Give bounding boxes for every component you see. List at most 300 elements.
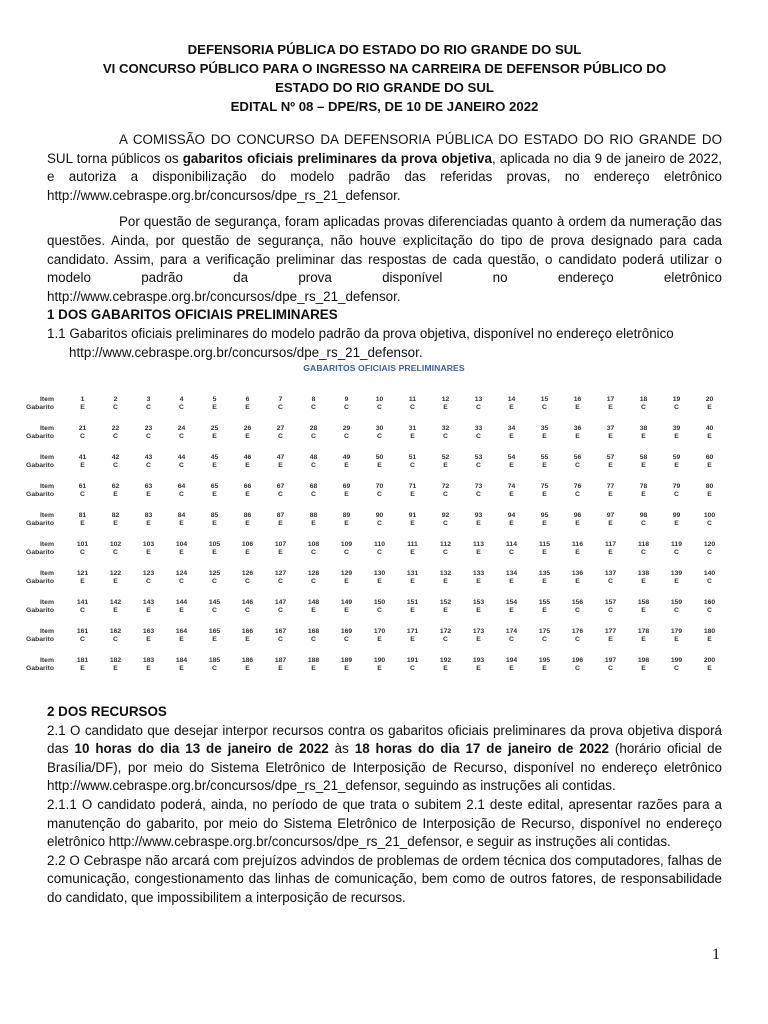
item-number: 2 <box>113 396 118 403</box>
gabarito-label: Gabarito <box>26 665 54 673</box>
intro-text: A COMISSÃO DO CONCURSO DA DEFENSORIA PÚBLICA DO ESTADO DO RIO GRANDE DO SUL torna públicos os <box>47 132 722 166</box>
item-number: 68 <box>309 483 318 490</box>
item-1-1 <box>47 325 722 362</box>
answer-value: E <box>377 636 382 644</box>
answer-value: E <box>113 607 118 615</box>
answer-value: C <box>311 549 316 557</box>
answer-value: E <box>542 665 547 673</box>
item-number: 171 <box>406 628 419 635</box>
answer-value: C <box>707 607 712 615</box>
item-number: 15 <box>540 396 549 403</box>
item-2-2: 2.2 O Cebraspe não arcará com prejuízos advindos de problemas de ordem técnica dos computadores, falhas de comunicação, congestionamento das linhas de comunicação, bem como de outros fatores, de responsabilidade do candidato, que impossibilitem a interposição de recursos. <box>47 852 722 905</box>
answer-value: C <box>344 549 349 557</box>
answer-value: E <box>80 665 85 673</box>
item-number: 178 <box>637 628 650 635</box>
answer-value: E <box>575 433 580 441</box>
answer-value: C <box>146 404 151 412</box>
answer-value: E <box>245 491 250 499</box>
answer-value: E <box>641 636 646 644</box>
item-number: 192 <box>439 657 452 664</box>
answer-value: E <box>443 462 448 470</box>
answer-value: E <box>641 578 646 586</box>
item-number: 52 <box>441 454 450 461</box>
answer-value: E <box>509 607 514 615</box>
answer-value: E <box>344 665 349 673</box>
item-number: 38 <box>639 425 648 432</box>
item-number: 179 <box>670 628 683 635</box>
item-number: 139 <box>670 570 683 577</box>
answer-value: C <box>542 404 547 412</box>
answer-value: C <box>212 578 217 586</box>
answer-value: C <box>179 404 184 412</box>
item-number: 101 <box>76 541 89 548</box>
item-number: 115 <box>539 541 550 548</box>
item-number: 124 <box>175 570 188 577</box>
answer-value: E <box>641 462 646 470</box>
item-number: 51 <box>408 454 417 461</box>
answer-value: C <box>608 578 613 586</box>
item-number: 11 <box>408 396 417 403</box>
item-number: 162 <box>109 628 122 635</box>
answer-value: C <box>575 491 580 499</box>
answer-value: E <box>344 520 349 528</box>
item-number: 143 <box>142 599 155 606</box>
item-number: 174 <box>505 628 518 635</box>
answer-value: E <box>278 549 283 557</box>
item-number: 194 <box>505 657 518 664</box>
answer-value: E <box>212 549 217 557</box>
item-number: 168 <box>307 628 320 635</box>
answer-value: C <box>146 433 151 441</box>
item-number: 72 <box>441 483 450 490</box>
answer-value: C <box>707 578 712 586</box>
item-number: 39 <box>672 425 681 432</box>
item-number: 49 <box>342 454 351 461</box>
answer-value: C <box>113 636 118 644</box>
item-number: 81 <box>78 512 87 519</box>
item-number: 120 <box>703 541 716 548</box>
item-number: 107 <box>274 541 287 548</box>
item-number: 70 <box>375 483 384 490</box>
answer-value: E <box>245 433 250 441</box>
item-number: 118 <box>638 541 649 548</box>
item-number: 54 <box>507 454 516 461</box>
item-number: 74 <box>507 483 516 490</box>
item-number: 159 <box>670 599 683 606</box>
item-number: 77 <box>606 483 615 490</box>
item-number: 158 <box>637 599 650 606</box>
item-number: 134 <box>505 570 518 577</box>
section-2 <box>47 703 722 908</box>
answer-value: C <box>179 491 184 499</box>
item-number: 136 <box>571 570 584 577</box>
item-number: 57 <box>606 454 615 461</box>
answer-value: C <box>575 636 580 644</box>
item-number: 154 <box>505 599 518 606</box>
answer-value: E <box>476 636 481 644</box>
item-number: 23 <box>144 425 153 432</box>
answer-value: C <box>707 549 712 557</box>
item-number: 16 <box>573 396 582 403</box>
item-number: 7 <box>278 396 283 403</box>
gabarito-label: Gabarito <box>26 491 54 499</box>
answer-value: E <box>707 433 712 441</box>
item-number: 76 <box>573 483 582 490</box>
item-number: 122 <box>109 570 122 577</box>
gabarito-table <box>14 396 726 686</box>
item-1-1-url-link[interactable]: http://www.cebraspe.org.br/concursos/dpe_rs_21_defensor. <box>69 344 423 360</box>
item-1-1-text: 1.1 Gabaritos oficiais preliminares do modelo padrão da prova objetiva, disponível no endereço eletrônico <box>47 325 674 341</box>
answer-value: E <box>113 520 118 528</box>
item-number: 85 <box>210 512 219 519</box>
item-number: 9 <box>344 396 349 403</box>
answer-value: E <box>476 578 481 586</box>
answer-value: E <box>245 636 250 644</box>
item-label: Item <box>40 657 54 664</box>
answer-value: E <box>146 665 151 673</box>
answer-value: C <box>146 462 151 470</box>
item-number: 41 <box>78 454 87 461</box>
item-number: 55 <box>540 454 549 461</box>
item-number: 150 <box>373 599 386 606</box>
answer-value: C <box>245 607 250 615</box>
header-line-1: DEFENSORIA PÚBLICA DO ESTADO DO RIO GRANDE DO SUL <box>187 42 582 57</box>
item-number: 44 <box>177 454 186 461</box>
item-number: 4 <box>179 396 184 403</box>
item-number: 177 <box>604 628 617 635</box>
answer-value: C <box>674 665 679 673</box>
item-number: 113 <box>473 541 484 548</box>
item-number: 36 <box>573 425 582 432</box>
item-number: 105 <box>208 541 221 548</box>
item-label: Item <box>40 541 54 548</box>
answer-value: C <box>146 578 151 586</box>
item-number: 117 <box>605 541 616 548</box>
item-number: 180 <box>703 628 716 635</box>
answer-value: C <box>575 462 580 470</box>
item-number: 95 <box>540 512 549 519</box>
answer-value: C <box>377 491 382 499</box>
gabarito-label: Gabarito <box>26 578 54 586</box>
item-number: 116 <box>572 541 583 548</box>
item-label: Item <box>40 599 54 606</box>
answer-value: E <box>575 520 580 528</box>
item-number: 25 <box>210 425 219 432</box>
item-number: 196 <box>571 657 584 664</box>
intro-paragraph-1 <box>47 131 722 205</box>
item-number: 48 <box>309 454 318 461</box>
item-number: 61 <box>78 483 87 490</box>
answer-value: E <box>212 433 217 441</box>
intro-text-cont: , aplicada no dia 9 de janeiro de 2022, e autoriza a disponibilização do modelo padrão das referidas provas, no endereço eletrônico <box>47 150 722 185</box>
answer-value: E <box>377 578 382 586</box>
answer-value: E <box>245 404 250 412</box>
item-number: 33 <box>474 425 483 432</box>
answer-value: E <box>245 520 250 528</box>
answer-value: C <box>674 549 679 557</box>
item-number: 73 <box>474 483 483 490</box>
item-number: 63 <box>144 483 153 490</box>
answer-value: E <box>608 462 613 470</box>
answer-value: E <box>146 520 151 528</box>
answer-value: C <box>509 549 514 557</box>
answer-value: C <box>212 665 217 673</box>
answer-value: C <box>344 433 349 441</box>
answer-value: C <box>80 636 85 644</box>
item-number: 157 <box>604 599 617 606</box>
answer-value: E <box>212 404 217 412</box>
item-number: 3 <box>146 396 151 403</box>
answer-value: E <box>608 491 613 499</box>
answer-value: C <box>377 433 382 441</box>
item-number: 96 <box>573 512 582 519</box>
answer-value: C <box>179 462 184 470</box>
answer-value: C <box>674 404 679 412</box>
item-number: 71 <box>408 483 417 490</box>
item-number: 6 <box>245 396 250 403</box>
answer-value: E <box>311 607 316 615</box>
answer-value: C <box>641 520 646 528</box>
item-number: 191 <box>406 657 419 664</box>
edital-title: EDITAL Nº 08 – DPE/RS, DE 10 DE JANEIRO 2022 <box>230 99 539 114</box>
item-number: 29 <box>342 425 351 432</box>
answer-value: C <box>113 404 118 412</box>
item-number: 88 <box>309 512 318 519</box>
answer-value: E <box>410 636 415 644</box>
item-number: 5 <box>212 396 217 403</box>
answer-value: C <box>377 520 382 528</box>
gabarito-label: Gabarito <box>26 607 54 615</box>
item-number: 128 <box>307 570 320 577</box>
item-label: Item <box>40 628 54 635</box>
item-number: 40 <box>705 425 714 432</box>
answer-value: C <box>344 636 349 644</box>
item-number: 132 <box>439 570 452 577</box>
item-2-1-1: 2.1.1 O candidato poderá, ainda, no período de que trata o subitem 2.1 deste edital, apresentar razões para a manutenção do gabarito, por meio do Sistema Eletrônico de Interposição de Recurso, disponível no endereço eletrônico http://www.cebraspe.org.br/concursos/dpe_rs_21_defensor, e seguir as instruções ali contidas. <box>47 796 722 850</box>
item-number: 64 <box>177 483 186 490</box>
answer-value: E <box>608 433 613 441</box>
answer-value: C <box>278 636 283 644</box>
answer-value: C <box>245 578 250 586</box>
item-number: 92 <box>441 512 450 519</box>
answer-value: E <box>245 665 250 673</box>
answer-value: E <box>278 462 283 470</box>
item-number: 98 <box>639 512 648 519</box>
item-number: 161 <box>76 628 89 635</box>
item-number: 30 <box>375 425 384 432</box>
answer-value: E <box>707 665 712 673</box>
answer-value: E <box>476 549 481 557</box>
answer-value: E <box>509 462 514 470</box>
answer-value: E <box>641 665 646 673</box>
answer-value: C <box>707 520 712 528</box>
item-number: 60 <box>705 454 714 461</box>
answer-value: C <box>344 404 349 412</box>
item-number: 160 <box>703 599 716 606</box>
answer-value: E <box>311 520 316 528</box>
item-number: 181 <box>76 657 89 664</box>
answer-value: E <box>179 549 184 557</box>
item-number: 102 <box>109 541 122 548</box>
answer-value: E <box>707 462 712 470</box>
item-number: 130 <box>373 570 386 577</box>
item-number: 53 <box>474 454 483 461</box>
item-number: 142 <box>109 599 122 606</box>
answer-value: E <box>608 404 613 412</box>
answer-value: E <box>245 462 250 470</box>
answer-value: E <box>410 433 415 441</box>
answer-value: E <box>410 520 415 528</box>
answer-value: C <box>278 607 283 615</box>
item-number: 58 <box>639 454 648 461</box>
answer-value: C <box>443 520 448 528</box>
header-line-2: VI CONCURSO PÚBLICO PARA O INGRESSO NA CARREIRA DE DEFENSOR PÚBLICO DO <box>102 61 667 76</box>
item-number: 22 <box>111 425 120 432</box>
answer-value: E <box>575 549 580 557</box>
item-number: 65 <box>210 483 219 490</box>
item-2-1 <box>47 722 722 796</box>
item-number: 32 <box>441 425 450 432</box>
item-number: 198 <box>637 657 650 664</box>
item-number: 187 <box>274 657 287 664</box>
item-number: 89 <box>342 512 351 519</box>
item-number: 90 <box>375 512 384 519</box>
item-2-1-conj: às <box>328 741 355 757</box>
item-2-1-start-date: 10 horas do dia 13 de janeiro de 2022 <box>74 741 329 757</box>
intro-url-link[interactable]: http://www.cebraspe.org.br/concursos/dpe_rs_21_defensor. <box>47 187 401 203</box>
item-number: 75 <box>540 483 549 490</box>
item-number: 185 <box>208 657 221 664</box>
item-number: 47 <box>276 454 285 461</box>
item-number: 66 <box>243 483 252 490</box>
answer-value: C <box>476 433 481 441</box>
item-number: 1 <box>80 396 85 403</box>
item-number: 108 <box>307 541 320 548</box>
answer-value: E <box>542 549 547 557</box>
answer-value: E <box>641 433 646 441</box>
answer-value: E <box>542 607 547 615</box>
answer-value: C <box>113 462 118 470</box>
item-number: 127 <box>274 570 287 577</box>
answer-value: E <box>509 433 514 441</box>
intro-paragraph-2 <box>47 213 722 306</box>
answer-value: E <box>542 462 547 470</box>
answer-value: E <box>443 404 448 412</box>
answer-value: E <box>212 520 217 528</box>
item-number: 182 <box>109 657 122 664</box>
answer-value: C <box>278 433 283 441</box>
item-number: 79 <box>672 483 681 490</box>
item-number: 34 <box>507 425 516 432</box>
item-number: 148 <box>307 599 320 606</box>
answer-value: E <box>80 462 85 470</box>
answer-value: E <box>509 665 514 673</box>
item-number: 35 <box>540 425 549 432</box>
answer-value: E <box>641 491 646 499</box>
answer-value: C <box>509 636 514 644</box>
answer-value: E <box>311 665 316 673</box>
answer-value: E <box>80 578 85 586</box>
answer-value: E <box>410 607 415 615</box>
answer-value: C <box>80 607 85 615</box>
answer-value: E <box>575 404 580 412</box>
item-number: 104 <box>175 541 188 548</box>
intro-bold-text: gabaritos oficiais preliminares da prova objetiva <box>182 150 492 166</box>
answer-value: C <box>179 578 184 586</box>
item-number: 170 <box>373 628 386 635</box>
answer-value: E <box>344 491 349 499</box>
item-number: 19 <box>672 396 681 403</box>
item-number: 145 <box>208 599 221 606</box>
item-number: 184 <box>175 657 188 664</box>
answer-value: E <box>443 665 448 673</box>
item-number: 193 <box>472 657 485 664</box>
answer-value: C <box>476 404 481 412</box>
item-number: 83 <box>144 512 153 519</box>
item-number: 106 <box>241 541 254 548</box>
answer-value: E <box>674 433 679 441</box>
item-label: Item <box>40 425 54 432</box>
answer-value: E <box>410 491 415 499</box>
answer-value: C <box>410 404 415 412</box>
answer-value: E <box>674 578 679 586</box>
item-number: 20 <box>705 396 714 403</box>
answer-value: C <box>80 433 85 441</box>
answer-value: E <box>542 578 547 586</box>
item-number: 103 <box>142 541 155 548</box>
item-number: 45 <box>210 454 219 461</box>
intro-p2-url-link[interactable]: http://www.cebraspe.org.br/concursos/dpe_rs_21_defensor. <box>47 288 401 304</box>
answer-value: E <box>410 549 415 557</box>
item-number: 93 <box>474 512 483 519</box>
item-number: 172 <box>439 628 452 635</box>
item-number: 189 <box>340 657 353 664</box>
header-line-3: ESTADO DO RIO GRANDE DO SUL <box>275 80 494 95</box>
answer-value: E <box>179 520 184 528</box>
answer-value: E <box>212 636 217 644</box>
answer-value: E <box>278 665 283 673</box>
answer-value: C <box>212 607 217 615</box>
answer-value: E <box>80 404 85 412</box>
item-number: 167 <box>274 628 287 635</box>
item-number: 82 <box>111 512 120 519</box>
answer-value: E <box>80 520 85 528</box>
gabarito-label: Gabarito <box>26 636 54 644</box>
answer-value: E <box>707 636 712 644</box>
answer-value: E <box>476 607 481 615</box>
item-number: 78 <box>639 483 648 490</box>
item-number: 197 <box>604 657 617 664</box>
item-number: 131 <box>406 570 419 577</box>
answer-value: E <box>542 520 547 528</box>
answer-value: E <box>476 520 481 528</box>
answer-value: E <box>146 607 151 615</box>
answer-value: C <box>608 665 613 673</box>
item-number: 110 <box>374 541 385 548</box>
answer-value: C <box>113 549 118 557</box>
answer-value: E <box>113 491 118 499</box>
answer-value: E <box>344 578 349 586</box>
answer-value: E <box>509 491 514 499</box>
item-number: 24 <box>177 425 186 432</box>
item-number: 146 <box>241 599 254 606</box>
answer-value: E <box>146 491 151 499</box>
item-number: 141 <box>76 599 89 606</box>
item-number: 169 <box>340 628 353 635</box>
item-number: 129 <box>340 570 353 577</box>
answer-value: E <box>608 549 613 557</box>
answer-value: C <box>377 549 382 557</box>
